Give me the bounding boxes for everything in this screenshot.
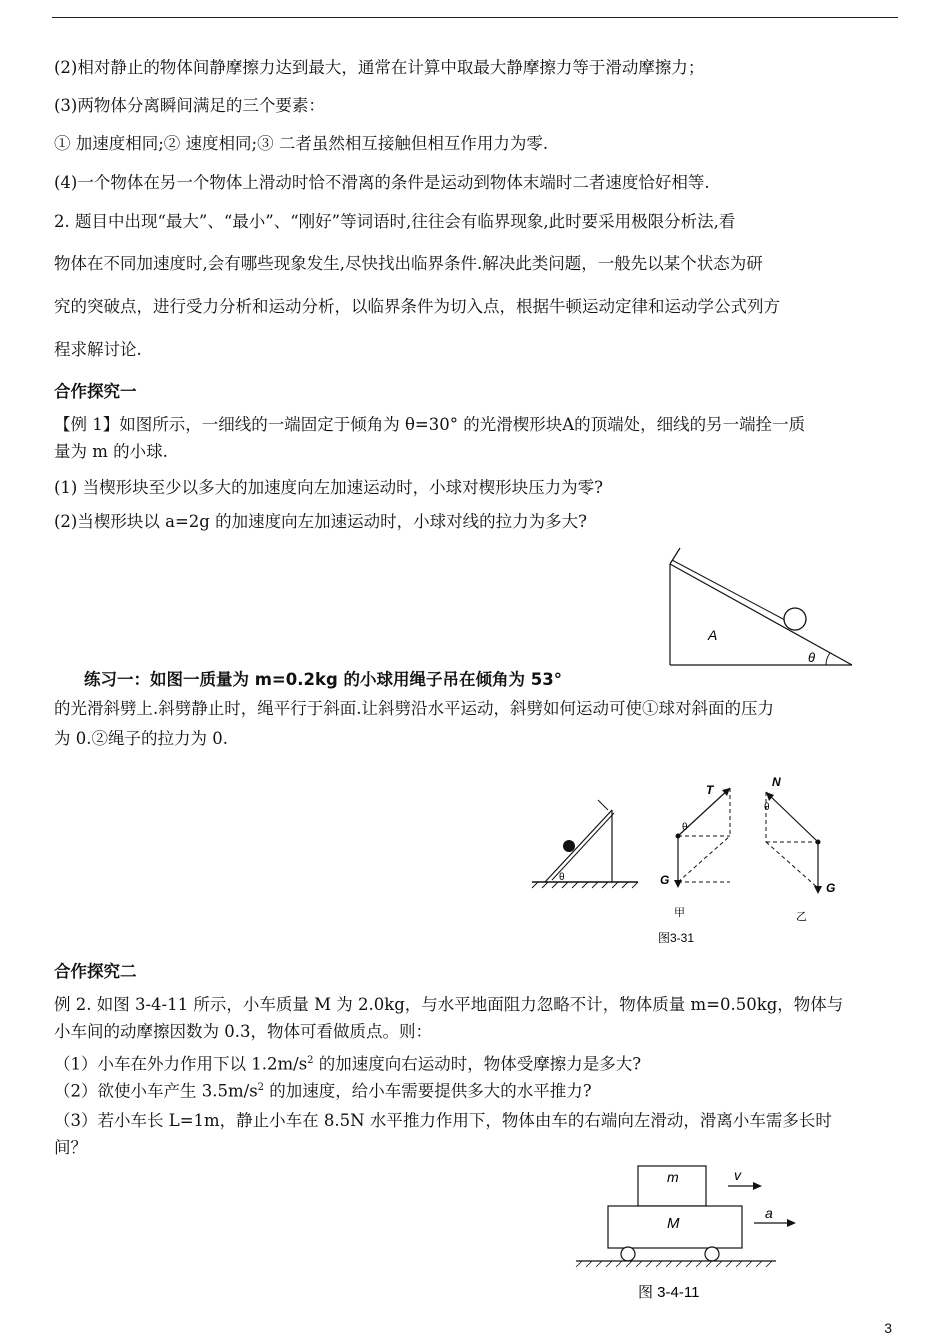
intro-item-4: (4)一个物体在另一个物体上滑动时恰不滑离的条件是运动到物体末端时二者速度恰好相等.: [54, 173, 710, 192]
acceleration-label: a: [765, 1205, 773, 1221]
block-mass-label: m: [667, 1169, 679, 1185]
exercise-1-line-2: 的光滑斜劈上.斜劈静止时，绳平行于斜面.让斜劈沿水平运动，斜劈如何运动可使①球对斜面的压力: [54, 699, 774, 718]
exercise-1-line-1: [84, 669, 562, 691]
normal-force-label: N: [772, 775, 781, 789]
incline-angle-label: θ: [559, 872, 565, 883]
intro-point-2-line-3: 究的突破点，进行受力分析和运动分析，以临界条件为切入点，根据牛顿运动定律和运动学公式列方: [54, 297, 780, 316]
section-heading-1: 合作探究一: [54, 382, 137, 401]
intro-point-2-line-1: 2. 题目中出现“最大”、“最小”、“刚好”等词语时,往往会有临界现象,此时要采用极限分析法,看: [54, 212, 736, 231]
example-2-line-2: 小车间的动摩擦因数为 0.3，物体可看做质点。则：: [54, 1022, 432, 1041]
wedge-label-a: A: [708, 627, 718, 643]
exercise-label: 练习一：如图一质量为 m=0.2kg 的小球用绳子吊在倾角为 53°: [84, 670, 562, 689]
example-1-line-1: 【例 1】如图所示，一细线的一端固定于倾角为 θ=30° 的光滑楔形块A的顶端处，细线的另一端拴一质: [54, 415, 806, 434]
diagram-a-gravity-label: G: [660, 873, 670, 887]
example-1-question-1: (1) 当楔形块至少以多大的加速度向左加速运动时，小球对楔形块压力为零?: [54, 478, 603, 497]
wedge-ball-figure: [660, 540, 870, 675]
page-number: 3: [884, 1320, 892, 1336]
cart-mass-label: M: [667, 1215, 680, 1232]
diagram-b-caption: 乙: [796, 911, 807, 923]
example-1-line-2: 量为 m 的小球.: [54, 442, 168, 461]
example-2-question-2: （2）欲使小车产生 $3.5m/s^2$ 的加速度，给小车需要提供多大的水平推力?: [54, 1081, 592, 1101]
intro-point-2-line-4: 程求解讨论.: [54, 340, 142, 359]
section-heading-2: 合作探究二: [54, 962, 137, 981]
intro-item-3: (3)两物体分离瞬间满足的三个要素：: [54, 96, 325, 115]
superscript: 2: [307, 1055, 314, 1066]
example-1-question-2: (2)当楔形块以 a=2g 的加速度向左加速运动时，小球对线的拉力为多大?: [54, 512, 587, 531]
superscript: 2: [257, 1082, 265, 1093]
figure-caption-3-4-11: 图 3-4-11: [638, 1284, 700, 1301]
intro-item-2: (2)相对静止的物体间静摩擦力达到最大，通常在计算中取最大静摩擦力等于滑动摩擦力；: [54, 58, 705, 77]
velocity-label: v: [734, 1167, 741, 1183]
tension-label: T: [706, 783, 714, 797]
wedge-angle-label: θ: [808, 650, 816, 665]
example-2-question-3-line-2: 间？: [54, 1138, 87, 1157]
diagram-b-angle-label: θ: [764, 802, 770, 813]
header-rule: [52, 17, 898, 18]
diagram-a-angle-label: θ: [682, 822, 688, 833]
diagram-b-gravity-label: G: [826, 881, 836, 895]
exercise-1-line-3: 为 0.②绳子的拉力为 0.: [54, 729, 228, 748]
force-diagram-figure: [530, 770, 850, 950]
intro-point-2-line-2: 物体在不同加速度时,会有哪些现象发生,尽快找出临界条件.解决此类问题，一般先以某个状态为研: [54, 254, 763, 273]
figure-caption-3-31: 图3-31: [658, 931, 695, 945]
diagram-a-caption: 甲: [674, 907, 685, 919]
example-2-question-3-line-1: （3）若小车长 L=1m，静止小车在 8.5N 水平推力作用下，物体由车的右端向左滑动，滑离小车需多长时: [54, 1111, 832, 1130]
example-2-question-1: （1）小车在外力作用下以 $1.2m/s^2$ 的加速度向右运动时，物体受摩擦力是多大?: [54, 1054, 642, 1074]
cart-figure: [570, 1160, 810, 1310]
example-2-line-1: 例 2. 如图 3-4-11 所示，小车质量 M 为 2.0kg，与水平地面阻力忽略不计，物体质量 m=0.50kg，物体与: [54, 995, 844, 1014]
intro-item-3-detail: ① 加速度相同;② 速度相同;③ 二者虽然相互接触但相互作用力为零.: [54, 134, 549, 153]
